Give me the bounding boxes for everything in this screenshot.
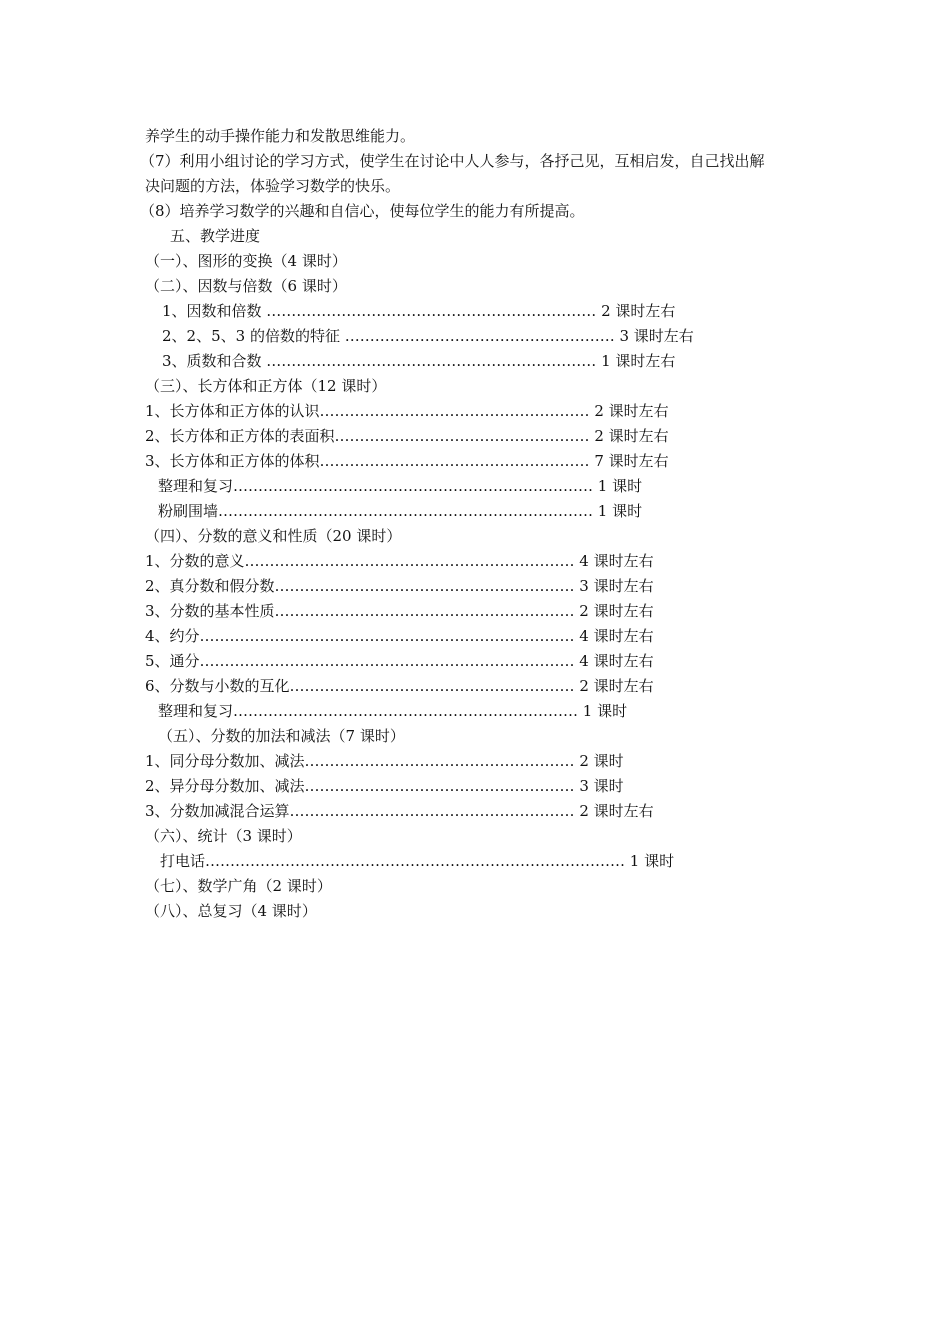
chapter-heading: （三）、长方体和正方体（12 课时） (145, 377, 387, 395)
schedule-item: 5、通分………………………………………………………………… 4 课时左右 (145, 652, 654, 670)
chapter-heading: （二）、因数与倍数（6 课时） (145, 277, 347, 295)
paragraph-line: 养学生的动手操作能力和发散思维能力。 (145, 127, 416, 145)
section-title: 五、教学进度 (170, 227, 261, 245)
schedule-item: 整理和复习……………………………………………………………… 1 课时 (158, 477, 643, 495)
schedule-item: 1、同分母分数加、减法……………………………………………… 2 课时 (145, 752, 624, 770)
schedule-item: 打电话………………………………………………………………………… 1 课时 (160, 852, 675, 870)
schedule-item: 1、因数和倍数 ………………………………………………………… 2 课时左右 (162, 302, 676, 320)
schedule-item: 2、2、5、3 的倍数的特征 ……………………………………………… 3 课时左右 (162, 327, 694, 345)
paragraph-line: 决问题的方法，体验学习数学的快乐。 (145, 177, 401, 195)
schedule-item: 3、质数和合数 ………………………………………………………… 1 课时左右 (162, 352, 676, 370)
chapter-heading: （五）、分数的加法和减法（7 课时） (158, 727, 405, 745)
paragraph-line: （8）培养学习数学的兴趣和自信心，使每位学生的能力有所提高。 (140, 202, 585, 220)
schedule-item: 1、长方体和正方体的认识……………………………………………… 2 课时左右 (145, 402, 669, 420)
schedule-item: 6、分数与小数的互化………………………………………………… 2 课时左右 (145, 677, 654, 695)
chapter-heading: （六）、统计（3 课时） (145, 827, 302, 845)
paragraph-line: （7）利用小组讨论的学习方式，使学生在讨论中人人参与，各抒己见，互相启发，自己找出解 (140, 152, 765, 170)
schedule-item: 2、异分母分数加、减法……………………………………………… 3 课时 (145, 777, 624, 795)
schedule-item: 2、长方体和正方体的表面积…………………………………………… 2 课时左右 (145, 427, 669, 445)
schedule-item: 4、约分………………………………………………………………… 4 课时左右 (145, 627, 654, 645)
schedule-item: 1、分数的意义………………………………………………………… 4 课时左右 (145, 552, 654, 570)
chapter-heading: （一）、图形的变换（4 课时） (145, 252, 347, 270)
schedule-item: 整理和复习…………………………………………………………… 1 课时 (158, 702, 628, 720)
schedule-item: 3、长方体和正方体的体积……………………………………………… 7 课时左右 (145, 452, 669, 470)
schedule-item: 3、分数加减混合运算………………………………………………… 2 课时左右 (145, 802, 654, 820)
chapter-heading: （七）、数学广角（2 课时） (145, 877, 332, 895)
schedule-item: 2、真分数和假分数…………………………………………………… 3 课时左右 (145, 577, 654, 595)
schedule-item: 3、分数的基本性质…………………………………………………… 2 课时左右 (145, 602, 654, 620)
chapter-heading: （八）、总复习（4 课时） (145, 902, 317, 920)
schedule-item: 粉刷围墙………………………………………………………………… 1 课时 (158, 502, 643, 520)
chapter-heading: （四）、分数的意义和性质（20 课时） (145, 527, 402, 545)
